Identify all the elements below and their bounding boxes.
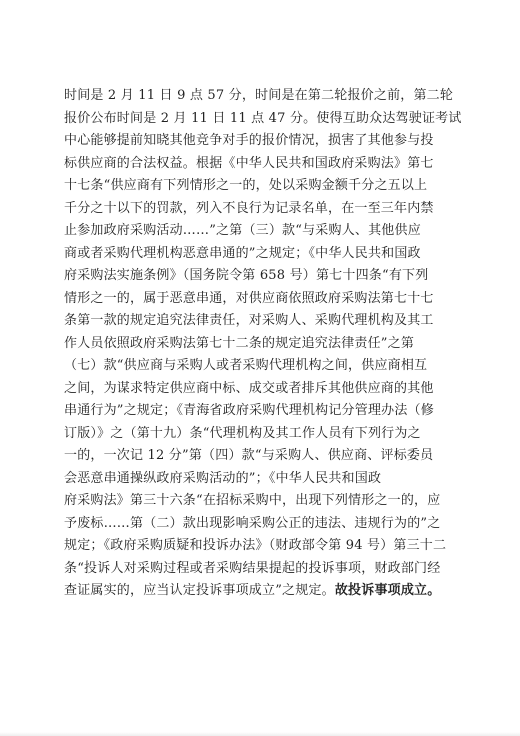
text-line: 条“投诉人对采购过程或者采购结果提起的投诉事项，财政部门经 bbox=[64, 560, 441, 576]
final-line-text: 查证属实的，应当认定投诉事项成立”之规定。 bbox=[64, 583, 335, 598]
text-line: 标供应商的合法权益。根据《中华人民共和国政府采购法》第七 bbox=[64, 155, 434, 171]
page-bottom-edge bbox=[0, 732, 520, 736]
text-line: 订版）》之（第十九）条“代理机构及其工作人员有下列行为之 bbox=[64, 425, 421, 441]
text-line: 串通行为”之规定；《青海省政府采购代理机构记分管理办法（修 bbox=[64, 403, 434, 418]
text-line: 作人员依照政府采购法第七十二条的规定追究法律责任”之第 bbox=[64, 335, 415, 351]
text-line: 情形之一的，属于恶意串通，对供应商依照政府采购法第七十七 bbox=[64, 290, 434, 306]
text-line: 千分之十以下的罚款，列入不良行为记录名单，在一至三年内禁 bbox=[64, 200, 434, 216]
text-line: 一的，一次记 12 分”第（四）款“与采购人、供应商、评标委员 bbox=[64, 448, 434, 463]
text-line: 府采购法实施条例》（国务院令第 658 号）第七十四条“有下列 bbox=[64, 268, 429, 283]
text-line: 府采购法》第三十六条“在招标采购中，出现下列情形之一的，应 bbox=[64, 493, 441, 508]
text-line: 条第一款的规定追究法律责任，对采购人、采购代理机构及其工 bbox=[64, 313, 434, 328]
text-line: 规定；《政府采购质疑和投诉办法》（财政部令第 94 号）第三十二 bbox=[64, 538, 447, 553]
text-line: 时间是 2 月 11 日 9 点 57 分，时间是在第二轮报价之前，第二轮 bbox=[64, 88, 454, 103]
text-line: 报价公布时间是 2 月 11 日 11 点 47 分。使得互助众达驾驶证考试 bbox=[64, 110, 462, 126]
conclusion-text: 故投诉事项成立。 bbox=[334, 583, 441, 598]
text-line: 止参加政府采购活动……”之第（三）款“与采购人、其他供应 bbox=[64, 223, 421, 238]
final-line bbox=[64, 580, 464, 603]
body-text bbox=[64, 85, 464, 603]
text-line: 中心能够提前知晓其他竞争对手的报价情况，损害了其他参与投 bbox=[64, 133, 434, 148]
text-line: 会恶意串通操纵政府采购活动的”；《中华人民共和国政 bbox=[64, 470, 382, 486]
text-line: 十七条“供应商有下列情形之一的，处以采购金额千分之五以上 bbox=[64, 178, 428, 193]
text-line: （七）款“供应商与采购人或者采购代理机构之间，供应商相互 bbox=[64, 358, 428, 373]
text-line: 之间，为谋求特定供应商中标、成交或者排斥其他供应商的其他 bbox=[64, 380, 434, 396]
text-line: 商或者采购代理机构恶意串通的”之规定；《中华人民共和国政 bbox=[64, 245, 421, 261]
text-line: 予废标……第（二）款出现影响采购公正的违法、违规行为的”之 bbox=[64, 515, 441, 531]
